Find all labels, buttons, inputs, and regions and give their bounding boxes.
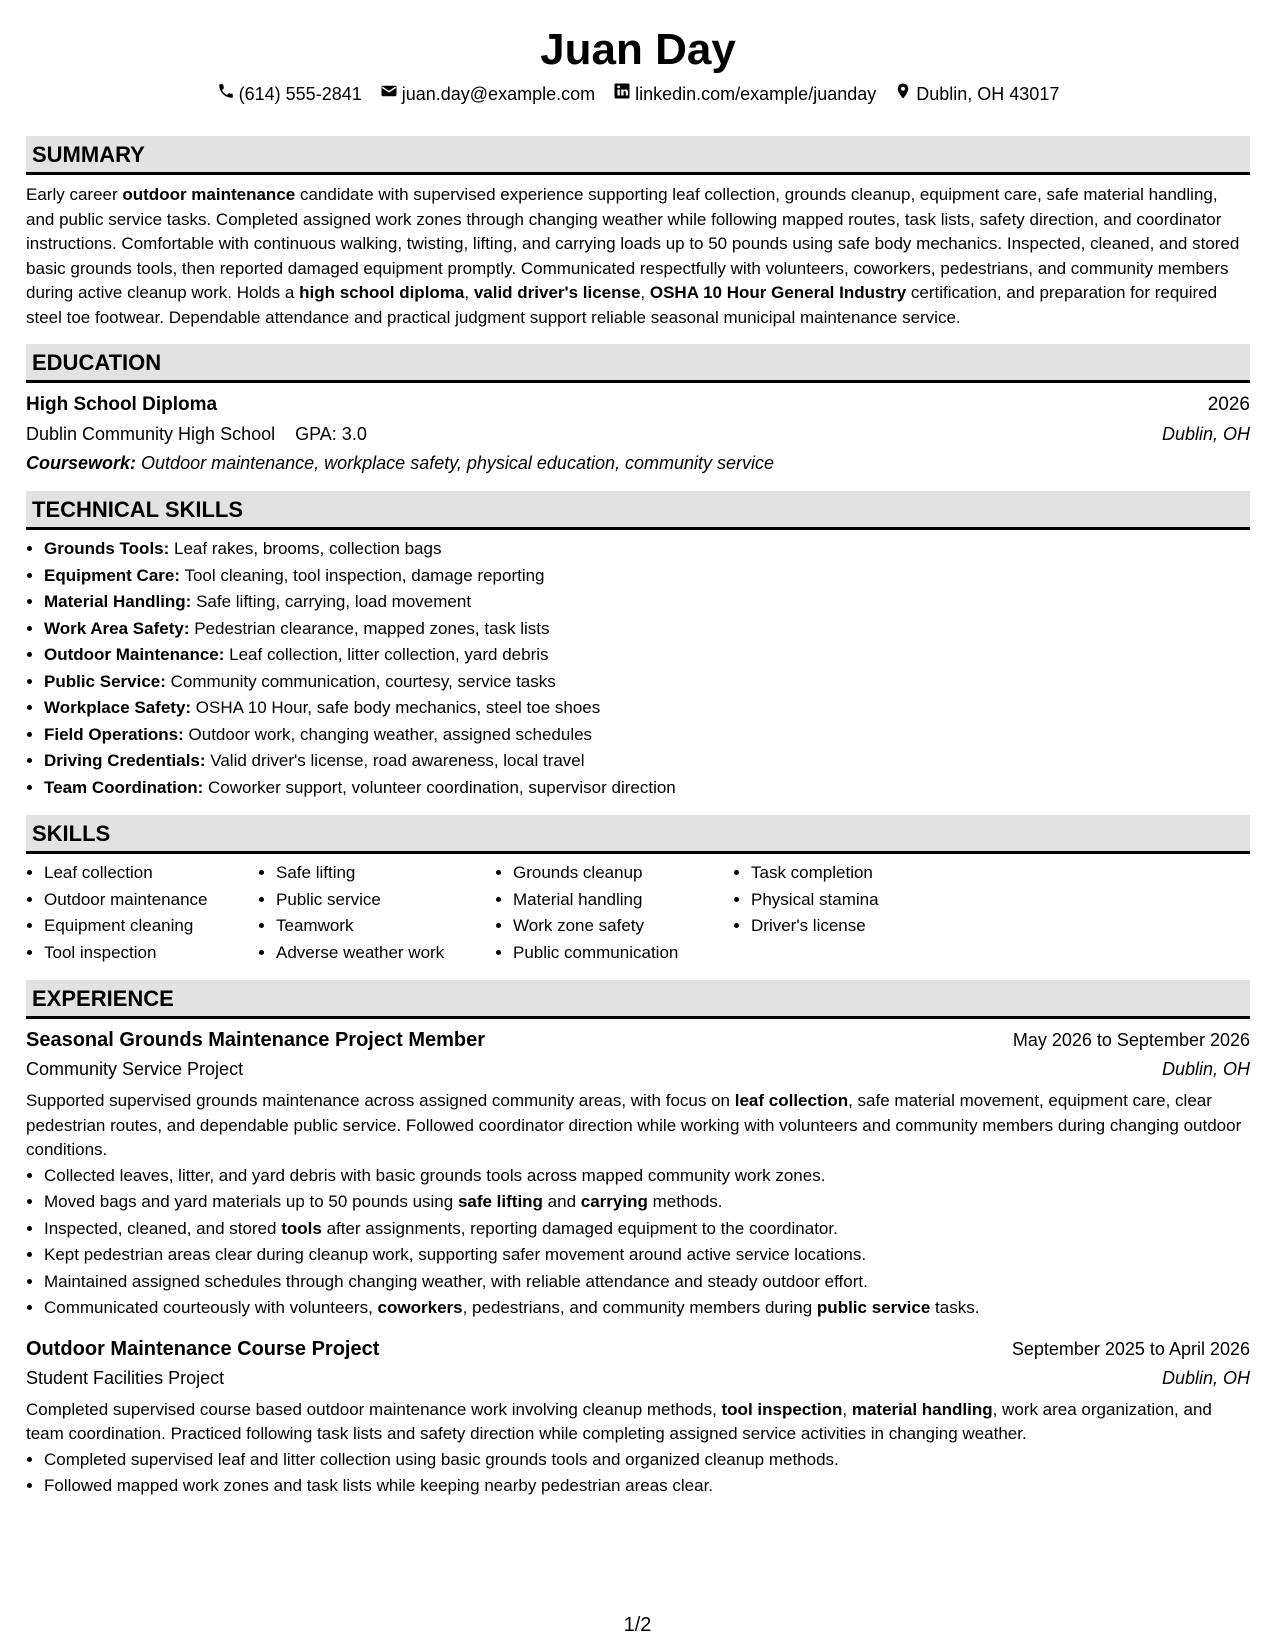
location-text: Dublin, OH 43017 bbox=[916, 84, 1060, 104]
technical-skill-item bbox=[44, 775, 1250, 802]
bold-text: tool inspection bbox=[721, 1399, 843, 1419]
skill-category: Equipment Care: bbox=[44, 565, 181, 585]
resume-page bbox=[26, 0, 1250, 1500]
skills-grid bbox=[26, 860, 1250, 966]
technical-skills-list bbox=[26, 536, 1250, 801]
technical-skill-item bbox=[44, 536, 1250, 563]
contact-phone bbox=[217, 82, 362, 106]
skill-category: Team Coordination: bbox=[44, 777, 204, 797]
technical-skill-item bbox=[44, 563, 1250, 590]
bold-text: safe lifting bbox=[457, 1192, 543, 1211]
linkedin-link[interactable]: linkedin.com/example/juanday bbox=[635, 84, 877, 104]
text-run: certification, and preparation for required steel toe footwear. Dependable attendance and practical judgment support reliable seasonal municipal maintenance service. bbox=[26, 283, 1218, 327]
bold-text: leaf collection bbox=[734, 1091, 849, 1110]
skill-item: • Physical stamina bbox=[751, 887, 951, 914]
skills-column bbox=[495, 860, 733, 966]
bold-text: valid driver's license bbox=[473, 283, 641, 302]
skill-category: Outdoor Maintenance: bbox=[44, 645, 225, 664]
school-name: Dublin Community High School bbox=[26, 424, 276, 444]
technical-skill-item bbox=[44, 589, 1250, 616]
technical-skills-heading: TECHNICAL SKILLS bbox=[26, 491, 1250, 530]
school-location: Dublin, OH bbox=[1161, 424, 1250, 444]
technical-skill-item bbox=[44, 616, 1250, 643]
bold-text: material handling bbox=[851, 1399, 993, 1419]
skill-item: • Leaf collection bbox=[44, 860, 258, 887]
skill-item: • Material handling bbox=[513, 887, 733, 914]
skill-item: • Equipment cleaning bbox=[44, 913, 258, 940]
contact-linkedin[interactable] bbox=[613, 82, 876, 106]
text-run: candidate with supervised experience supporting leaf collection, grounds cleanup, equipment care, safe material handling, and public service tasks. Completed assigned work zones through changing weather while following mapped routes, task lists, safety direction, and coordinator instructions. Comfortable with continuous walking, twisting, lifting, and carrying loads up to 50 pounds using safe body mechanics. Inspected, cleaned, and stored basic grounds tools, then reported damaged equipment promptly. Communicated respectfully with volunteers, coworkers, pedestrians, and community members during active cleanup work. Holds a bbox=[26, 185, 1240, 302]
experience-list bbox=[26, 1019, 1250, 1500]
degree-name: High School Diploma bbox=[26, 394, 218, 415]
text-run: Communicated courteously with volunteers, bbox=[44, 1298, 378, 1317]
skills-column bbox=[26, 860, 258, 966]
job-organization: Community Service Project bbox=[26, 1059, 244, 1079]
text-run: Collected leaves, litter, and yard debris with basic grounds tools across mapped community work zones. bbox=[44, 1165, 826, 1185]
skill-category: Grounds Tools: bbox=[44, 539, 170, 558]
skill-item: • Safe lifting bbox=[276, 860, 495, 887]
skill-item: • Adverse weather work bbox=[276, 940, 495, 967]
text-run: , work area organization, and team coordination. Practiced following task lists and safety direction while completing assigned service activities in changing weather. bbox=[26, 1399, 1212, 1443]
job-dates: May 2026 to September 2026 bbox=[1012, 1030, 1250, 1050]
email-link[interactable]: juan.day@example.com bbox=[401, 84, 596, 104]
experience-entry bbox=[26, 1328, 1250, 1500]
skill-detail: Leaf collection, litter collection, yard debris bbox=[224, 645, 549, 664]
skill-item: • Outdoor maintenance bbox=[44, 887, 258, 914]
job-bullet bbox=[44, 1242, 1250, 1269]
job-header-row bbox=[26, 1328, 1250, 1364]
text-run: Supported supervised grounds maintenance across assigned community areas, with focus on bbox=[26, 1091, 735, 1110]
technical-skill-item bbox=[44, 642, 1250, 669]
bold-text: coworkers bbox=[377, 1298, 463, 1317]
gpa: GPA: 3.0 bbox=[295, 424, 367, 444]
job-bullet bbox=[44, 1189, 1250, 1216]
job-dates: September 2025 to April 2026 bbox=[1011, 1338, 1250, 1359]
text-run: tasks. bbox=[930, 1298, 980, 1317]
education-school-row bbox=[26, 419, 1250, 449]
job-header-row bbox=[26, 1019, 1250, 1055]
text-run: after assignments, reporting damaged equipment to the coordinator. bbox=[321, 1218, 838, 1238]
skill-category: Driving Credentials: bbox=[44, 751, 206, 770]
skill-detail: Valid driver's license, road awareness, local travel bbox=[205, 751, 585, 770]
skill-item: • Teamwork bbox=[276, 913, 495, 940]
text-run: Maintained assigned schedules through changing weather, with reliable attendance and steady outdoor effort. bbox=[44, 1271, 868, 1291]
contact-location bbox=[894, 82, 1059, 106]
job-bullets bbox=[26, 1163, 1250, 1322]
contact-email[interactable] bbox=[380, 82, 595, 106]
skill-item: • Task completion bbox=[751, 860, 951, 887]
bold-text: high school diploma bbox=[299, 283, 465, 302]
skill-detail: Tool cleaning, tool inspection, damage reporting bbox=[180, 565, 545, 585]
skill-item: • Public service bbox=[276, 887, 495, 914]
job-title: Seasonal Grounds Maintenance Project Member bbox=[26, 1029, 486, 1051]
text-run: , pedestrians, and community members during bbox=[462, 1298, 817, 1317]
bold-text: OSHA 10 Hour General Industry bbox=[649, 283, 907, 302]
job-bullet bbox=[44, 1295, 1250, 1322]
skill-item: • Tool inspection bbox=[44, 940, 258, 967]
skills-column bbox=[258, 860, 495, 966]
job-title: Outdoor Maintenance Course Project bbox=[26, 1337, 380, 1360]
technical-skill-item bbox=[44, 695, 1250, 722]
coursework-label: Coursework: bbox=[26, 453, 137, 473]
linkedin-icon bbox=[613, 82, 631, 106]
skill-detail: Leaf rakes, brooms, collection bags bbox=[169, 539, 442, 558]
text-run: methods. bbox=[647, 1192, 723, 1211]
skill-item: • Public communication bbox=[513, 940, 733, 967]
text-run: , safe material movement, equipment care, clear pedestrian routes, and dependable public service. Followed coordinator direction while working with volunteers and community members during changing outdoor conditions. bbox=[26, 1091, 1242, 1159]
map-pin-icon bbox=[894, 82, 912, 106]
skill-detail: Coworker support, volunteer coordination, supervisor direction bbox=[203, 777, 676, 797]
summary-heading: SUMMARY bbox=[26, 136, 1250, 175]
text-run: , bbox=[842, 1399, 852, 1419]
skill-detail: Safe lifting, carrying, load movement bbox=[191, 592, 472, 611]
bold-text: carrying bbox=[580, 1192, 648, 1211]
job-bullet bbox=[44, 1163, 1250, 1190]
skill-item: • Work zone safety bbox=[513, 913, 733, 940]
job-bullet bbox=[44, 1269, 1250, 1296]
skill-detail: OSHA 10 Hour, safe body mechanics, steel toe shoes bbox=[191, 698, 601, 717]
job-org-row bbox=[26, 1364, 1250, 1392]
skill-category: Field Operations: bbox=[44, 724, 184, 744]
skill-item: • Driver's license bbox=[751, 913, 951, 940]
job-bullet bbox=[44, 1216, 1250, 1243]
job-bullets bbox=[26, 1447, 1250, 1500]
text-run: Early career bbox=[26, 185, 123, 204]
graduation-year: 2026 bbox=[1207, 394, 1250, 415]
text-run: , bbox=[640, 283, 650, 302]
experience-entry bbox=[26, 1019, 1250, 1322]
coursework-line bbox=[26, 449, 1250, 477]
envelope-icon bbox=[380, 82, 398, 106]
skill-detail: Community communication, courtesy, service tasks bbox=[165, 671, 556, 691]
skill-category: Workplace Safety: bbox=[44, 698, 192, 717]
job-location: Dublin, OH bbox=[1161, 1059, 1250, 1079]
job-org-row bbox=[26, 1055, 1250, 1083]
coursework-text: Outdoor maintenance, workplace safety, physical education, community service bbox=[141, 453, 775, 473]
text-run: , bbox=[464, 283, 474, 302]
skill-detail: Outdoor work, changing weather, assigned schedules bbox=[183, 724, 593, 744]
job-summary bbox=[26, 1398, 1250, 1447]
text-run: Completed supervised course based outdoor maintenance work involving cleanup methods, bbox=[26, 1399, 722, 1419]
skill-detail: Pedestrian clearance, mapped zones, task lists bbox=[189, 618, 550, 638]
technical-skill-item bbox=[44, 669, 1250, 696]
text-run: Moved bags and yard materials up to 50 pounds using bbox=[44, 1192, 458, 1211]
text-run: Inspected, cleaned, and stored bbox=[44, 1218, 282, 1238]
text-run: Completed supervised leaf and litter collection using basic grounds tools and organized cleanup methods. bbox=[44, 1449, 839, 1469]
education-degree-row bbox=[26, 391, 1250, 419]
skill-item: • Grounds cleanup bbox=[513, 860, 733, 887]
bold-text: public service bbox=[816, 1298, 931, 1317]
summary-paragraph bbox=[26, 183, 1250, 330]
job-organization: Student Facilities Project bbox=[26, 1367, 225, 1388]
technical-skill-item bbox=[44, 748, 1250, 775]
text-run: and bbox=[542, 1192, 581, 1211]
skill-category: Material Handling: bbox=[44, 592, 192, 611]
text-run: Kept pedestrian areas clear during cleanup work, supporting safer movement around active service locations. bbox=[44, 1245, 867, 1264]
technical-skill-item bbox=[44, 722, 1250, 749]
phone-icon bbox=[217, 82, 235, 106]
job-bullet bbox=[44, 1447, 1250, 1474]
job-location: Dublin, OH bbox=[1161, 1367, 1250, 1388]
job-bullet bbox=[44, 1473, 1250, 1500]
skill-category: Work Area Safety: bbox=[44, 618, 190, 638]
page-number: 1/2 bbox=[623, 1614, 652, 1636]
job-summary bbox=[26, 1089, 1250, 1163]
contact-bar bbox=[26, 82, 1250, 106]
phone-text: (614) 555-2841 bbox=[238, 84, 362, 104]
skills-heading: SKILLS bbox=[26, 815, 1250, 854]
bold-text: outdoor maintenance bbox=[122, 185, 296, 204]
candidate-name: Juan Day bbox=[540, 25, 736, 74]
skill-category: Public Service: bbox=[44, 671, 166, 691]
text-run: Followed mapped work zones and task lists while keeping nearby pedestrian areas clear. bbox=[44, 1476, 714, 1495]
experience-heading: EXPERIENCE bbox=[26, 980, 1250, 1019]
bold-text: tools bbox=[281, 1218, 322, 1238]
skills-column bbox=[733, 860, 951, 966]
education-heading: EDUCATION bbox=[26, 344, 1250, 383]
